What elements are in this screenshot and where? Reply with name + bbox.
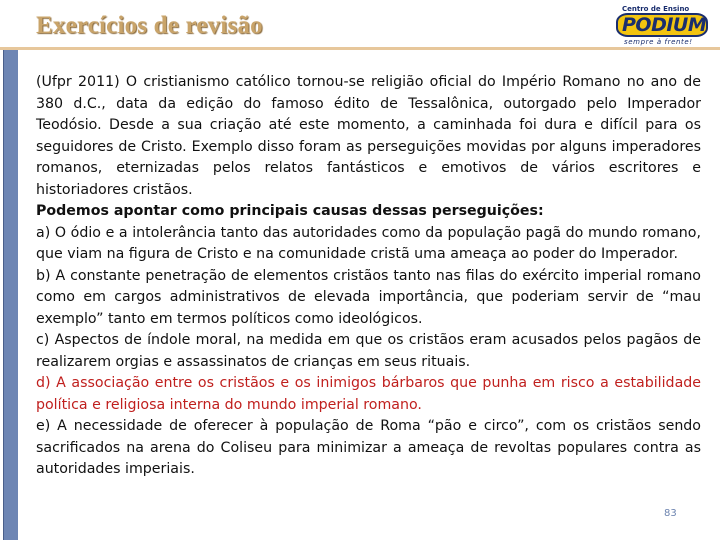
- logo-top-text: Centro de Ensino: [622, 5, 690, 13]
- option-d-correct: d) A associação entre os cristãos e os inimigos bárbaros que punha em risco a estabilidade política e religiosa interna do mundo imperial romano.: [36, 375, 701, 413]
- logo-sub-text: sempre à frente!: [624, 38, 693, 46]
- option-c: c) Aspectos de índole moral, na medida em que os cristãos eram acusados pelos pagãos de realizarem orgias e assassinatos de crianças em seus rituais.: [36, 332, 701, 370]
- slide-title: Exercícios de revisão: [36, 12, 263, 39]
- question-content: [36, 72, 701, 481]
- logo-badge: [616, 13, 708, 37]
- option-a: a) O ódio e a intolerância tanto das autoridades como da população pagã do mundo romano, que viam na figura de Cristo e na comunidade cristã uma ameaça ao poder do Imperador.: [36, 224, 701, 262]
- logo-main-text: PODIUM: [622, 14, 707, 36]
- option-e: e) A necessidade de oferecer à população de Roma “pão e circo”, com os cristãos sendo sacrificados na arena do Coliseu para minimizar a ameaça de revoltas populares contra as autoridades imperiais.: [36, 418, 701, 477]
- option-b: b) A constante penetração de elementos cristãos tanto nas filas do exército imperial romano como em cargos administrativos de elevada importância, que poderiam servir de “mau exemplo” tanto em termos políticos como ideológicos.: [36, 267, 701, 327]
- question-prompt: Podemos apontar como principais causas dessas perseguições:: [36, 203, 544, 219]
- top-divider: [0, 47, 720, 50]
- question-stem: (Ufpr 2011) O cristianismo católico tornou-se religião oficial do Império Romano no ano de 380 d.C., data da edição do famoso édito de Tessalônica, outorgado pelo Imperador Teodósio. Desde a sua criação até este momento, a caminhada foi dura e difícil para os seguidores de Cristo. Exemplo disso foram as perseguições movidas por alguns imperadores romanos, eternizadas pelos relatos fantásticos e emotivos de vários escritores e historiadores cristãos.: [36, 74, 701, 198]
- left-accent-bar: [3, 50, 18, 540]
- podium-logo: [614, 3, 714, 47]
- page-number: 83: [664, 508, 677, 519]
